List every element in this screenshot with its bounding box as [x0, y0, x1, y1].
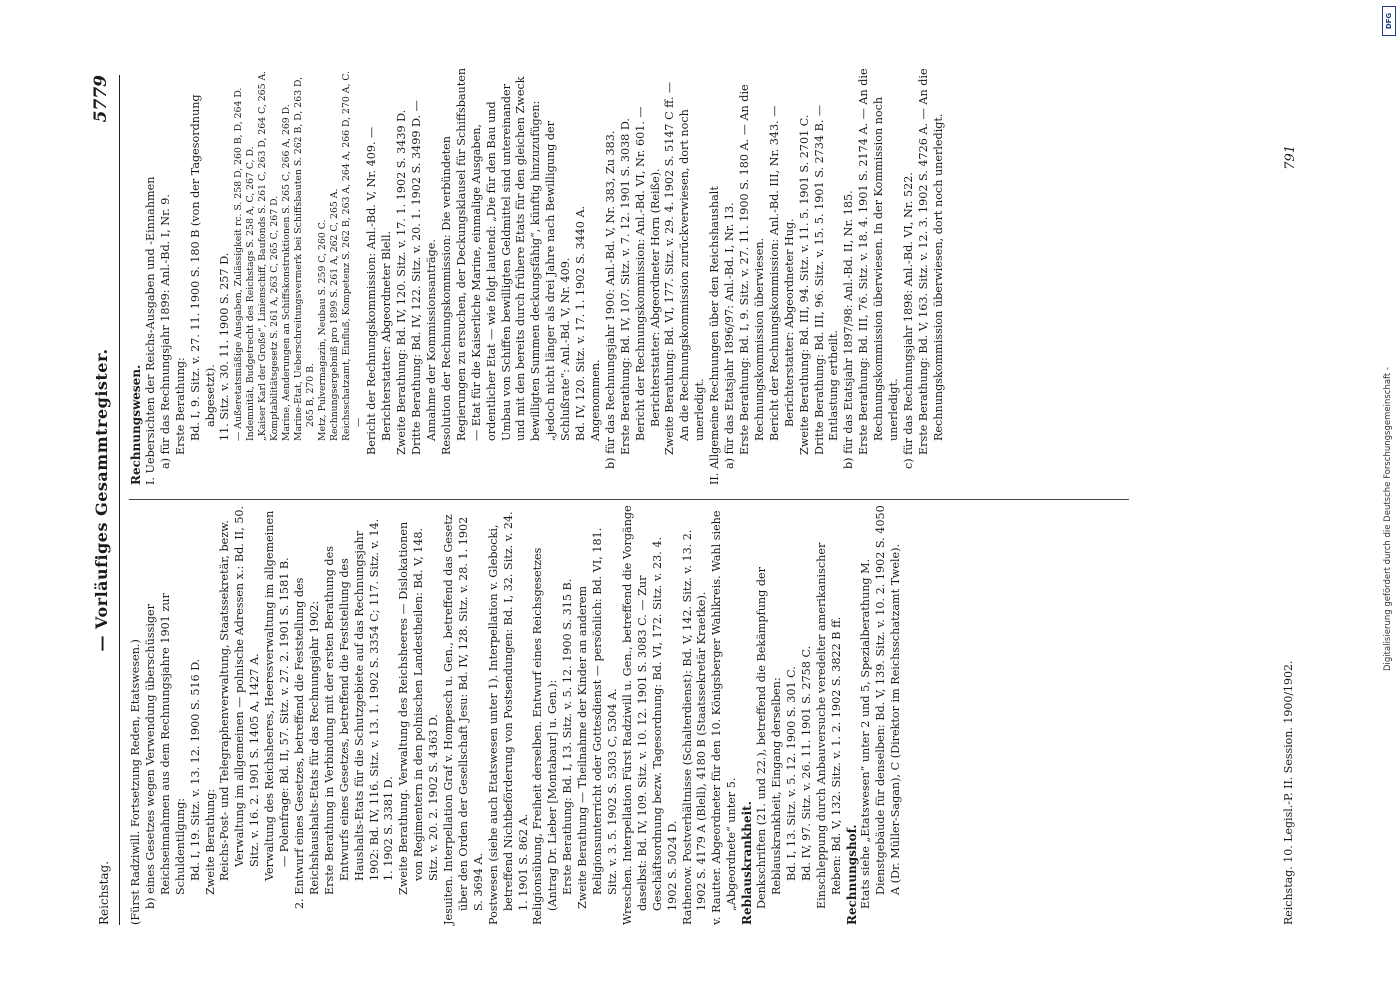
- right-column-entry: Bd. I, 9. Sitz. v. 27. 11. 1900 S. 180 B (von der Tagesordnung abgesetzt).: [188, 94, 217, 441]
- left-column-entry: Reichs-Post- und Telegraphenverwaltung, Staatssekretär, bezw. Verwaltung im allgemeinen — polnische Adressen x.: Bd. II, 50. Sitz. v. 16. 2. 1901 S. 1405 A, 1427 A.: [217, 505, 261, 881]
- right-column-entry: „Kaiser Karl der Große“, Linienschiff, Baufonds S. 261 C, 263 D, 264 C, 265 A.: [256, 70, 268, 441]
- left-column-entry: 2. Entwurf eines Gesetzes, betreffend die Feststellung des Reichshaushalts-Etats für das Rechnungsjahr 1902:: [292, 577, 321, 909]
- right-column-entry: Erste Berathung: Bd. III, 76. Sitz. v. 18. 4. 1901 S. 2174 A. — An die Rechnungskommission überwiesen. In der Kommission noch unerledigt.: [856, 68, 900, 455]
- left-column-entry: Bd. I, 13. Sitz. v. 5. 12. 1900 S. 301 C.: [784, 666, 798, 881]
- right-column-entry: Reichsschatzamt, Einfluß, Kompetenz S. 262 B, 263 A, 264 A, 266 D, 270 A, C. —: [340, 70, 364, 441]
- left-column-entry: Jesuiten. Interpellation Graf v. Hompesch u. Gen., betreffend das Gesetz über den Orden der Gesellschaft Jesu: Bd. IV, 128. Sitz. v. 28. 1. 1902 S. 3694 A.: [441, 514, 485, 925]
- right-column-entry: Rechnungswesen.: [128, 364, 143, 485]
- running-head-left: Reichstag.: [96, 860, 111, 925]
- left-column-entry: v. Rautter. Abgeordneter für den 10. Königsberger Wahlkreis. Wahl siehe „Abgeordnete“ unter 5.: [709, 510, 738, 925]
- right-column-entry: b) für das Rechnungsjahr 1900: Anl.-Bd. V, Nr. 383, Zu 383.: [603, 130, 617, 469]
- left-column-entry: Verwaltung des Reichsheeres, Heeresverwaltung im allgemeinen — Polenfrage: Bd. II, 57. Sitz. v. 27. 2. 1901 S. 1581 B.: [262, 510, 291, 881]
- left-column-entry: Einschleppung durch Anbauversuche veredelter amerikanischer Reben: Bd. V, 132. Sitz. v. 1. 2. 1902 S. 3822 B ff.: [814, 542, 843, 909]
- right-column-entry: II. Allgemeine Rechnungen über den Reichshaushalt: [707, 186, 721, 485]
- right-column-entry: Erste Berathung: Bd. V, 163. Sitz. v. 12. 3. 1902 S. 4726 A. — An die Rechnungskommission überwiesen, dort noch unerledigt.: [916, 68, 945, 455]
- page-number-bottom: 791: [1282, 145, 1298, 170]
- right-column-entry: Resolution der Rechnungskommission: Die verbündeten Regierungen zu ersuchen, der Deckungsklausel für Schiffsbauten — Etat für die Kaiserliche Marine, einmalige Ausgaben, ordentlicher Etat — wie folgt lautend: „Die für den Bau und Umbau von Schiffen bewilligten Geldmittel sind untereinander und mit den bereits durch frühere Etats für den gleichen Zweck bewilligten Summen deckungsfähig“, künftig hinzuzufügen: „jedoch nicht länger als drei Jahre nach Bewilligung der Schlußrate“: Anl.-Bd. V, Nr. 409.: [439, 67, 572, 455]
- right-column-entry: Marine, Aenderungen an Schiffskonstruktionen S. 265 C, 266 A, 269 D.: [280, 104, 292, 441]
- running-head: [91, 75, 120, 925]
- column-divider: [129, 499, 1129, 500]
- right-column-entry: Zweite Berathung: Bd. VI, 177. Sitz. v. 29. 4. 1902 S. 5147 C ff. — An die Rechnungskommission zurückverwiesen, dort noch unerledigt.: [662, 81, 706, 455]
- rotated-page: [79, 55, 1319, 945]
- right-column-entry: Rechnungsergebniß pro 1899 S. 261 A, 262 C, 265 A.: [328, 188, 340, 441]
- right-column-entry: — Außeretatsmäßige Ausgaben, Zulässigkeit rc. S. 258 D, 260 B, D, 264 D.: [232, 87, 244, 441]
- left-column-entry: Reblauskrankheit.: [739, 801, 754, 925]
- left-column-entry: Bd. IV, 97. Sitz. v. 26. 11. 1901 S. 2758 C.: [799, 645, 813, 881]
- right-column-entry: Dritte Berathung: Bd. III, 96. Sitz. v. 15. 5. 1901 S. 2734 B. — Entlastung ertheilt.: [812, 104, 840, 455]
- right-column: [129, 65, 947, 485]
- right-column-entry: Erste Berathung: Bd. I, 9. Sitz. v. 27. 11. 1900 S. 180 A. — An die Rechnungskommission überwiesen.: [737, 84, 766, 455]
- right-column-entry: Erste Berathung: Bd. IV, 107. Sitz. v. 7. 12. 1901 S. 3038 D.: [618, 118, 632, 455]
- right-column-entry: Zweite Berathung: Bd. III, 94. Sitz. v. 11. 5. 1901 S. 2701 C.: [797, 114, 811, 455]
- left-column-entry: Erste Berathung in Verbindung mit der ersten Berathung des Entwurfs eines Gesetzes, betreffend die Feststellung des Haushalts-Etats für die Schutzgebiete auf das Rechnungsjahr 1902: Bd. IV, 116. Sitz. v. 13. 1. 1902 S. 3354 C; 117. Sitz. v. 14. 1. 1902 S. 3381 D.: [322, 518, 395, 895]
- right-column-entry: Komptabilitätsgesetz S. 261 A, 263 C, 265 C, 267 D.: [268, 195, 280, 441]
- right-column-entry: b) für das Etatsjahr 1897/98: Anl.-Bd. II, Nr. 185.: [841, 190, 855, 469]
- left-column-entry: Zweite Berathung — Theilnahme der Kinder an anderem Religionsunterricht oder Gottesdienst — persönlich: Bd. VI, 181. Sitz. v. 3. 5. 1902 S. 5303 C, 5304 A.: [575, 527, 619, 909]
- left-column-entry: Denkschriften (21. und 22.), betreffend die Bekämpfung der Reblauskrankheit, Eingang derselben:: [754, 567, 783, 909]
- left-column-entry: Erste Berathung: Bd. I, 13. Sitz. v. 5. 12. 1900 S. 315 B.: [560, 578, 574, 895]
- left-column-entry: b) eines Gesetzes wegen Verwendung überschüssiger Reichseinnahmen aus dem Rechnungsjahre 1901 zur Schuldentilgung:: [143, 593, 187, 909]
- right-column-entry: a) für das Rechnungsjahr 1899: Anl.-Bd. I, Nr. 9.: [158, 194, 172, 469]
- right-column-entry: Dritte Berathung: Bd. IV, 122. Sitz. v. 20. 1. 1902 S. 3499 D. — Annahme der Kommissionsanträge.: [409, 100, 438, 455]
- right-column-entry: Marine-Etat, Ueberschreitungsvermerk bei Schiffsbauten S. 262 B, D, 263 D, 265 B, 270 B.: [292, 76, 316, 441]
- dfg-logo: DFG: [1382, 6, 1396, 36]
- right-column-entry: Metz, Pulvermagazin, Neubau S. 259 C, 260 C.: [316, 219, 328, 441]
- running-head-title: — Vorläufiges Gesammtregister.: [91, 348, 111, 652]
- dfg-credit-text: Digitalisierung gefördert durch die Deutsche Forschungsgemeinschaft -: [1383, 366, 1393, 671]
- left-column-entry: Rathenow. Postverhältnisse (Schalterdienst): Bd. V, 142. Sitz. v. 13. 2. 1902 S. 4179 A (Blell), 4180 B (Staatssekretär Kraetke).: [680, 529, 708, 925]
- page-number-top: 5779: [90, 75, 111, 123]
- right-column-entry: Bericht der Rechnungskommission: Anl.-Bd. V, Nr. 409. — Berichterstatter: Abgeordneter Blell.: [364, 126, 393, 455]
- right-column-entry: 11. Sitz. v. 30. 11. 1900 S. 257 D.: [217, 252, 231, 441]
- right-column-entry: c) für das Rechnungsjahr 1898: Anl.-Bd. VI, Nr. 522.: [901, 172, 915, 469]
- dfg-credit: [1381, 4, 1395, 994]
- right-column-entry: Indemnität, Budgetrecht des Reichstags S. 258 A, C, 267 C, D.: [244, 146, 256, 441]
- left-column-entry: Zweite Berathung. Verwaltung des Reichsheeres — Dislokationen von Regimentern in den polnischen Landestheilen: Bd. V, 148. Sitz. v. 20. 2. 1902 S. 4363 D.: [396, 521, 440, 895]
- right-column-entry: Angenommen.: [588, 359, 602, 441]
- left-column: [129, 505, 904, 925]
- left-column-entry: Etats siehe „Etatswesen“ unter 2 und 5, Spezialberathung M. Dienstgebäude für denselben: Bd. V, 139. Sitz. v. 10. 2. 1902 S. 4050 A (Dr. Müller-Sagan), C (Direktor im Reichsschatzamt Twele).: [858, 505, 902, 909]
- left-column-entry: Zweite Berathung:: [203, 788, 217, 895]
- footer-left: Reichstag. 10. Legisl.-P. II. Session. 1900/1902.: [1281, 660, 1295, 925]
- right-column-entry: Bd. IV, 120. Sitz. v. 17. 1. 1902 S. 3440 A.: [573, 205, 587, 441]
- left-column-entry: Religionsübung, Freiheit derselben. Entwurf eines Reichsgesetzes (Antrag Dr. Lieber [Montabaur] u. Gen.):: [530, 547, 559, 925]
- left-column-entry: (Fürst Radziwill. Fortsetzung Reden, Etatswesen.): [128, 639, 142, 925]
- right-column-entry: Zweite Berathung: Bd. IV, 120. Sitz. v. 17. 1. 1902 S. 3439 D.: [394, 109, 408, 455]
- right-column-entry: Erste Berathung:: [173, 357, 187, 455]
- left-column-entry: Wreschen. Interpellation Fürst Radziwill u. Gen., betreffend die Vorgänge daselbst: Bd. IV, 109. Sitz. v. 10. 12. 1901 S. 3083 C. — Zur Geschäftsordnung bezw. Tagesordnung: Bd. VI, 172. Sitz. v. 23. 4. 1902 S. 5024 D.: [620, 505, 679, 925]
- left-column-entry: Rechnungshof.: [844, 824, 858, 925]
- left-column-entry: Bd. I, 19. Sitz. v. 13. 12. 1900 S. 516 D.: [188, 658, 202, 881]
- right-column-entry: I. Uebersichten der Reichs-Ausgaben und -Einnahmen: [143, 176, 157, 485]
- left-column-entry: Postwesen (siehe auch Etatswesen unter 1). Interpellation v. Glebocki, betreffend Nichtbeförderung von Postsendungen: Bd. I, 32. Sitz. v. 24. 1. 1901 S. 862 A.: [486, 511, 530, 925]
- right-column-entry: Bericht der Rechnungskommission: Anl.-Bd. VI, Nr. 601. — Berichterstatter: Abgeordneter Horn (Reiße).: [633, 106, 662, 441]
- right-column-entry: a) für das Etatsjahr 1896/97: Anl.-Bd. I, Nr. 13.: [722, 202, 736, 469]
- right-column-entry: Bericht der Rechnungskommission: Anl.-Bd. III, Nr. 343. — Berichterstatter: Abgeordneter Hug.: [767, 105, 796, 441]
